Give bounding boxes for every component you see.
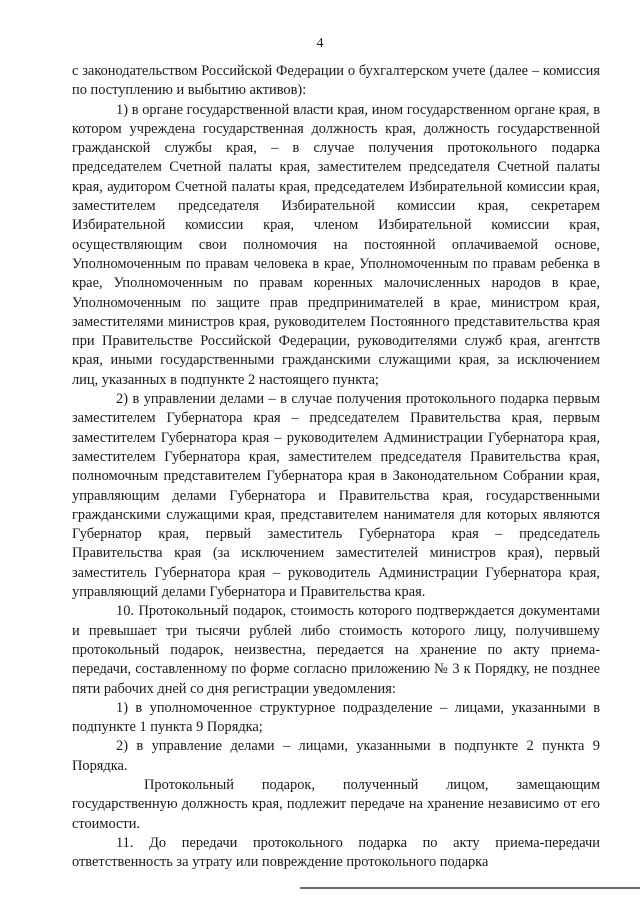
page-number: 4 (316, 36, 324, 51)
paragraph-clause-11: 11. До передачи протокольного подарка по акту приема-передачи ответственность за утрату или повреждение протокольного подарка (72, 834, 600, 871)
paragraph-clause-10-item-2: 2) в управление делами – лицами, указанными в подпункте 2 пункта 9 Порядка. (72, 738, 600, 774)
paragraph-continuation: с законодательством Российской Федерации о бухгалтерском учете (далее – комиссия по поступлению и выбытию активов): (72, 63, 600, 99)
page-bottom-rule (300, 887, 640, 889)
paragraph-gift-note: Протокольный подарок, полученный лицом, замещающим государственную должность края, подлежит передаче на хранение независимо от его стоимости. (72, 776, 600, 832)
paragraph-clause-10-item-1: 1) в уполномоченное структурное подразделение – лицами, указанными в подпункте 1 пункта 9 Порядка; (72, 699, 600, 736)
document-body (72, 62, 600, 872)
paragraph-item-2: 2) в управлении делами – в случае получения протокольного подарка первым заместителем Губернатора края – председателем Правительства края, первым заместителем Губернатора края – руководителем Администрации Губернатора края, заместителем Губернатора края, заместителем председателя Правительства края, полномочным представителем Губернатора края в Законодательном Собрании края, управляющим делами Губернатора и Правительства края, государственными гражданскими служащими края, представителем нанимателя для которых являются Губернатор края, первый заместитель Губернатора края – председатель Правительства края (за исключением заместителей министров края), первый заместитель Губернатора края – руководитель Администрации Губернатора края, управляющий делами Губернатора и Правительства края. (72, 391, 600, 601)
paragraph-item-1: 1) в органе государственной власти края, ином государственном органе края, в котором учреждена государственная должность края, должность государственной гражданской службы края, – в случае получения протокольного подарка председателем Счетной палаты края, заместителем председателя Счетной палаты края, аудитором Счетной палаты края, председателем Избирательной комиссии края, заместителем председателя Избирательной комиссии края, секретарем Избирательной комиссии края, членом Избирательной комиссии края, осуществляющим свои полномочия на постоянной оплачиваемой основе, Уполномоченным по правам человека в крае, Уполномоченным по правам ребенка в крае, Уполномоченным по правам коренных малочисленных народов в крае, Уполномоченным по защите прав предпринимателей в крае, министром края, заместителями министров края, руководителем Постоянного представительства края при Правительстве Российской Федерации, руководителями служб края, агентств края, иными государственными гражданскими служащими края, за исключением лиц, указанных в подпункте 2 настоящего пункта; (72, 101, 600, 388)
paragraph-clause-10: 10. Протокольный подарок, стоимость которого подтверждается документами и превышает три тысячи рублей либо стоимость которого лицу, получившему протокольный подарок, неизвестна, передается на хранение по акту приема-передачи, составленному по форме согласно приложению № 3 к Порядку, не позднее пяти рабочих дней со дня регистрации уведомления: (72, 603, 600, 697)
